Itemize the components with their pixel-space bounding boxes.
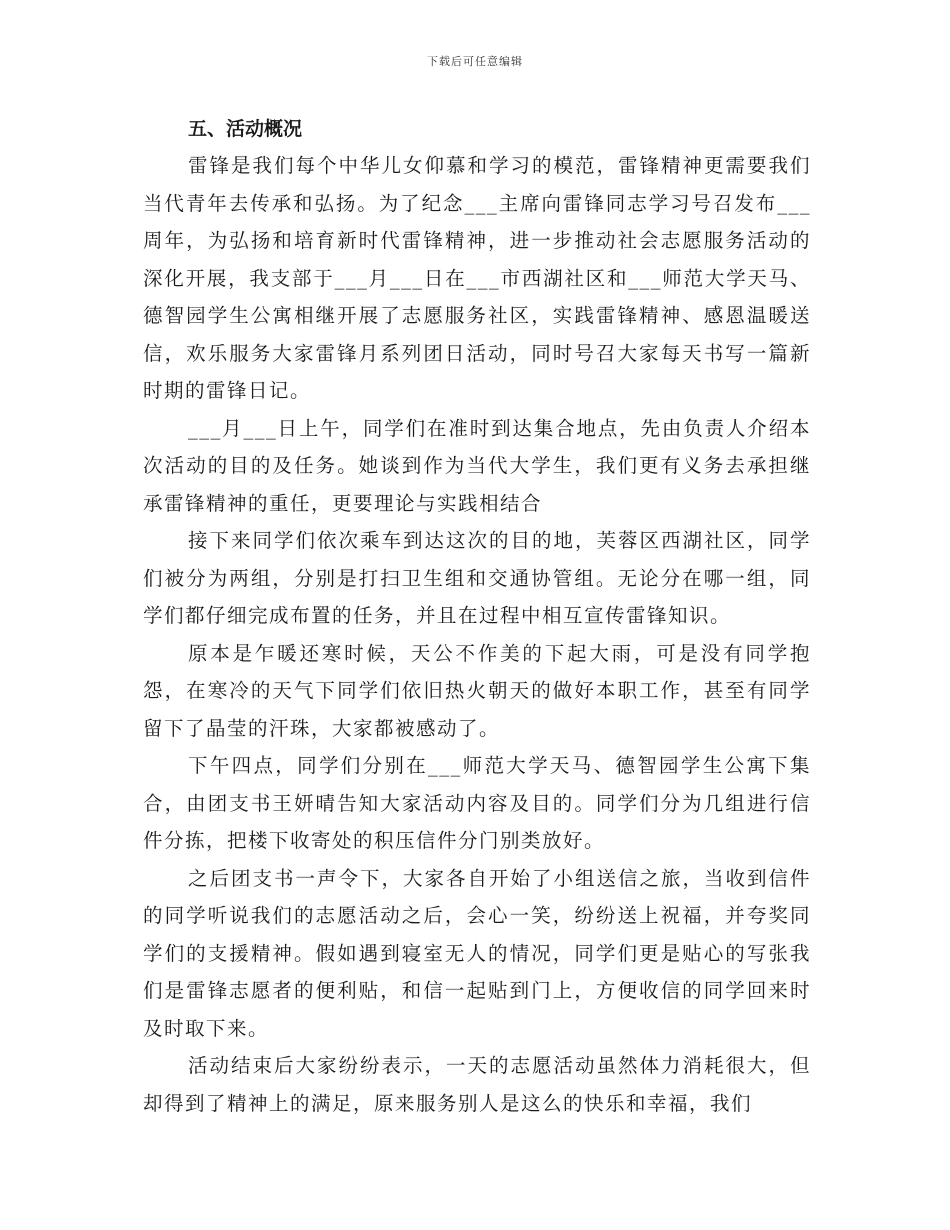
section-heading: 五、活动概况	[188, 118, 303, 140]
paragraph-rain: 原本是乍暖还寒时候，天公不作美的下起大雨，可是没有同学抱怨，在寒冷的天气下同学们依旧热火朝天的做好本职工作，甚至有同学留下了晶莹的汗珠，大家都被感动了。	[143, 641, 811, 740]
page-header-note: 下载后可任意编辑	[427, 55, 523, 68]
paragraph-intro: 雷锋是我们每个中华儿女仰慕和学习的模范，雷锋精神更需要我们当代青年去传承和弘扬。为了纪念___主席向雷锋同志学习号召发布___周年，为弘扬和培育新时代雷锋精神，进一步推动社会志愿服务活动的深化开展，我支部于___月___日在___市西湖社区和___师范大学天马、德智园学生公寓相继开展了志愿服务社区，实践雷锋精神、感恩温暖送信，欢乐服务大家雷锋月系列团日活动，同时号召大家每天书写一篇新时期的雷锋日记。	[143, 154, 811, 402]
document-body	[143, 111, 811, 1122]
paragraph-morning-gathering: ___月___日上午，同学们在准时到达集合地点，先由负责人介绍本次活动的目的及任务。她谈到作为当代大学生，我们更有义务去承担继承雷锋精神的重任，更要理论与实践相结合	[143, 416, 811, 515]
paragraph-afternoon-sorting: 下午四点，同学们分别在___师范大学天马、德智园学生公寓下集合，由团支书王妍晴告知大家活动内容及目的。同学们分为几组进行信件分拣，把楼下收寄处的积压信件分门别类放好。	[143, 754, 811, 852]
paragraph-letter-delivery: 之后团支书一声令下，大家各自开始了小组送信之旅，当收到信件的同学听说我们的志愿活动之后，会心一笑，纷纷送上祝福，并夸奖同学们的支援精神。假如遇到寝室无人的情况，同学们更是贴心的写张我们是雷锋志愿者的便利贴，和信一起贴到门上，方便收信的同学回来时及时取下来。	[143, 866, 811, 1040]
paragraph-community-service: 接下来同学们依次乘车到达这次的目的地，芙蓉区西湖社区，同学们被分为两组，分别是打扫卫生组和交通协管组。无论分在哪一组，同学们都仔细完成布置的任务，并且在过程中相互宣传雷锋知识。	[143, 529, 811, 627]
paragraph-conclusion: 活动结束后大家纷纷表示，一天的志愿活动虽然体力消耗很大，但却得到了精神上的满足，原来服务别人是这么的快乐和幸福，我们	[143, 1054, 811, 1115]
